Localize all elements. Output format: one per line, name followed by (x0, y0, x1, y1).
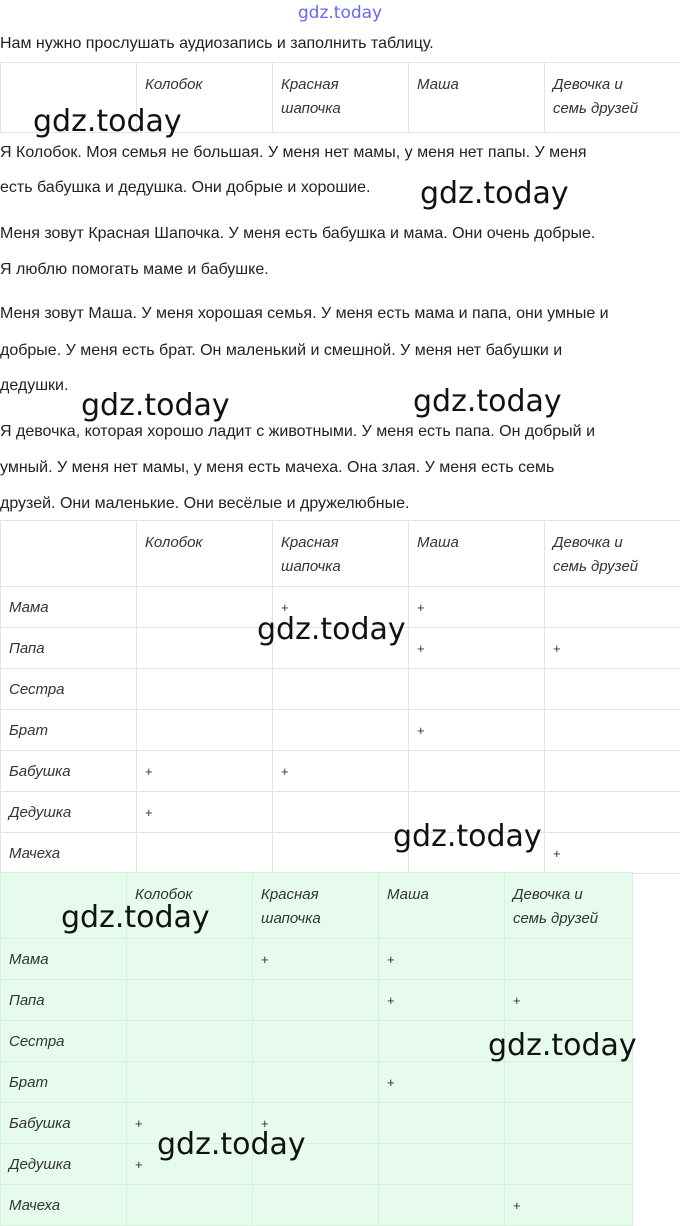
watermark: gdz.today (81, 389, 230, 423)
header-red-hood: Красная шапочка (273, 63, 409, 133)
watermark: gdz.today (61, 901, 210, 935)
table-cell (379, 1103, 505, 1144)
table-cell: + (127, 1103, 253, 1144)
table-cell (545, 710, 680, 751)
row-label: Брат (1, 1062, 127, 1103)
row-label: Мама (1, 587, 137, 628)
table-cell (379, 1021, 505, 1062)
row-label: Мама (1, 939, 127, 980)
text-masha-line-1: Меня зовут Маша. У меня хорошая семья. У меня есть мама и папа, они умные и (0, 304, 609, 324)
table-cell: + (273, 751, 409, 792)
watermark: gdz.today (488, 1029, 637, 1063)
table-row (1, 939, 633, 980)
table-row (1, 1185, 633, 1226)
table-row (1, 1144, 633, 1185)
header-cell-empty (1, 873, 127, 939)
text-kolobok-line-1: Я Колобок. Моя семья не большая. У меня нет мамы, у меня нет папы. У меня (0, 143, 587, 163)
table-row (1, 1062, 633, 1103)
header-kolobok: Колобок (127, 873, 253, 939)
family-table (0, 520, 680, 874)
table-cell (127, 1062, 253, 1103)
table-row (1, 628, 680, 669)
text-red-hood-line-1: Меня зовут Красная Шапочка. У меня есть бабушка и мама. Они очень добрые. (0, 224, 595, 244)
table-cell (253, 1062, 379, 1103)
table-cell (273, 628, 409, 669)
table-cell (253, 1185, 379, 1226)
answer-table (0, 872, 633, 1226)
text-girl-line-1: Я девочка, которая хорошо ладит с животными. У меня есть папа. Он добрый и (0, 422, 595, 442)
table-cell: + (545, 833, 680, 874)
table-cell: + (409, 587, 545, 628)
table-row (1, 669, 680, 710)
row-label: Бабушка (1, 751, 137, 792)
table-cell: + (137, 792, 273, 833)
table-cell: + (253, 1103, 379, 1144)
watermark: gdz.today (413, 385, 562, 419)
table-cell (505, 1062, 633, 1103)
watermark: gdz.today (257, 613, 406, 647)
header-masha: Маша (379, 873, 505, 939)
table-cell (545, 792, 680, 833)
table-cell: + (379, 980, 505, 1021)
row-label: Мачеха (1, 1185, 127, 1226)
text-red-hood-line-2: Я люблю помогать маме и бабушке. (0, 260, 269, 280)
table-cell (137, 710, 273, 751)
text-kolobok-line-2: есть бабушка и дедушка. Они добрые и хорошие. (0, 178, 370, 198)
header-kolobok: Колобок (137, 63, 273, 133)
watermark: gdz.today (420, 177, 569, 211)
header-red-hood: Красная шапочка (273, 521, 409, 587)
header-red-hood: Красная шапочка (253, 873, 379, 939)
table-cell (127, 939, 253, 980)
row-label: Бабушка (1, 1103, 127, 1144)
table-cell: + (273, 587, 409, 628)
table-cell (127, 980, 253, 1021)
row-label: Брат (1, 710, 137, 751)
table-cell: + (127, 1144, 253, 1185)
header-cell-empty (1, 521, 137, 587)
table-row (1, 833, 680, 874)
watermark-top: gdz.today (0, 0, 680, 26)
table-row (1, 587, 680, 628)
table-cell (253, 980, 379, 1021)
header-masha: Маша (409, 63, 545, 133)
instruction-text: Нам нужно прослушать аудиозапись и заполнить таблицу. (0, 34, 434, 54)
table-cell: + (137, 751, 273, 792)
row-label: Мачеха (1, 833, 137, 874)
table-cell (253, 1021, 379, 1062)
header-table (0, 62, 680, 133)
watermark: gdz.today (393, 820, 542, 854)
table-cell (545, 751, 680, 792)
table-cell (409, 669, 545, 710)
row-label: Сестра (1, 669, 137, 710)
table-row (1, 1021, 633, 1062)
table-cell: + (409, 628, 545, 669)
table-cell (505, 1144, 633, 1185)
watermark: gdz.today (33, 105, 182, 139)
table-cell (409, 792, 545, 833)
header-girl: Девочка и семь друзей (545, 521, 680, 587)
row-label: Дедушка (1, 792, 137, 833)
text-girl-line-2: умный. У меня нет мамы, у меня есть мачеха. Она злая. У меня есть семь (0, 458, 554, 478)
table-cell (273, 833, 409, 874)
watermark: gdz.today (157, 1128, 306, 1162)
header-girl: Девочка и семь друзей (545, 63, 680, 133)
table-cell (505, 1021, 633, 1062)
header-cell-empty (1, 63, 137, 133)
row-label: Папа (1, 980, 127, 1021)
table-cell (505, 1103, 633, 1144)
table-cell (137, 669, 273, 710)
table-row (1, 1103, 633, 1144)
table-cell: + (545, 628, 680, 669)
table-cell (409, 833, 545, 874)
row-label: Сестра (1, 1021, 127, 1062)
table-cell (273, 710, 409, 751)
table-row (1, 980, 633, 1021)
table-cell: + (409, 710, 545, 751)
table-row (1, 751, 680, 792)
table-cell: + (379, 1062, 505, 1103)
header-girl: Девочка и семь друзей (505, 873, 633, 939)
header-masha: Маша (409, 521, 545, 587)
table-cell (137, 628, 273, 669)
table-cell (273, 792, 409, 833)
table-row (1, 710, 680, 751)
table-cell: + (505, 1185, 633, 1226)
text-masha-line-2: добрые. У меня есть брат. Он маленький и смешной. У меня нет бабушки и (0, 341, 562, 361)
table-cell (379, 1144, 505, 1185)
header-kolobok: Колобок (137, 521, 273, 587)
row-label: Папа (1, 628, 137, 669)
text-girl-line-3: друзей. Они маленькие. Они весёлые и дружелюбные. (0, 494, 409, 514)
table-cell: + (379, 939, 505, 980)
table-cell: + (505, 980, 633, 1021)
table-cell (137, 587, 273, 628)
table-cell (505, 939, 633, 980)
table-row (1, 792, 680, 833)
table-cell (379, 1185, 505, 1226)
table-cell (127, 1021, 253, 1062)
text-masha-line-3: дедушки. (0, 376, 68, 396)
row-label: Дедушка (1, 1144, 127, 1185)
table-cell (409, 751, 545, 792)
table-cell: + (253, 939, 379, 980)
table-cell (545, 587, 680, 628)
table-cell (273, 669, 409, 710)
table-cell (127, 1185, 253, 1226)
table-cell (137, 833, 273, 874)
table-cell (253, 1144, 379, 1185)
table-cell (545, 669, 680, 710)
